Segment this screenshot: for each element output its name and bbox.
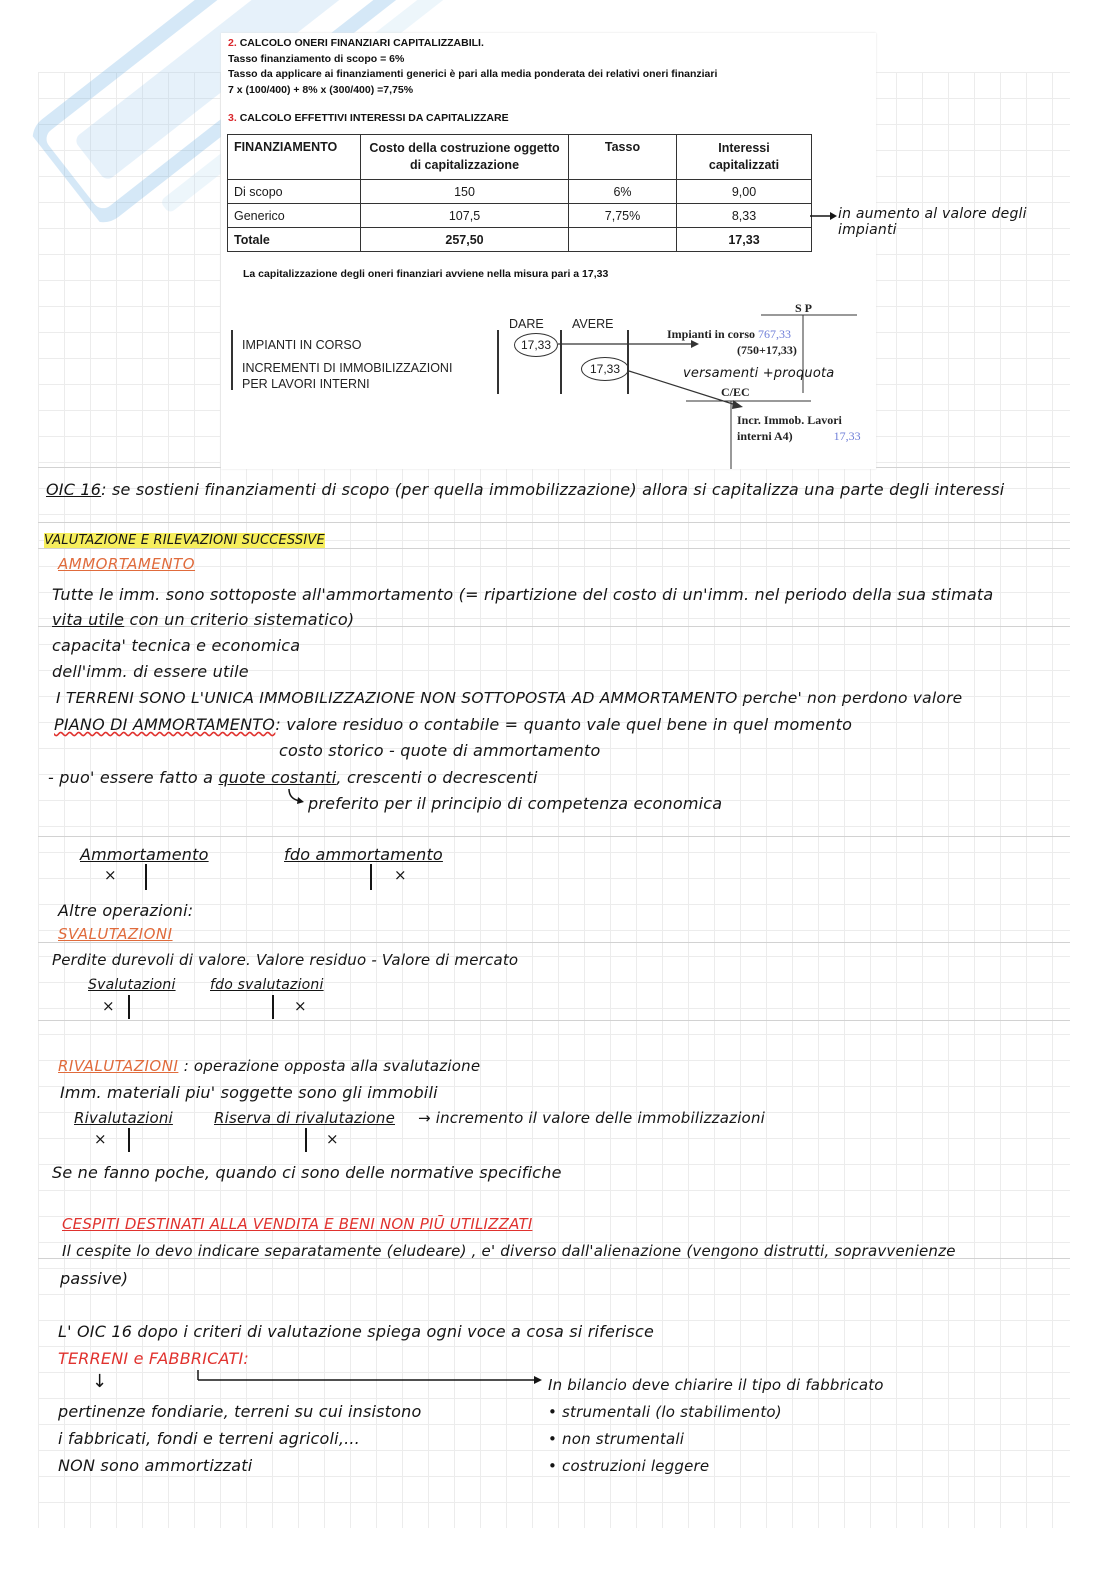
section-2-title: 2. CALCOLO ONERI FINANZIARI CAPITALIZZABILI.	[228, 37, 484, 49]
table-cell: 150	[361, 180, 569, 204]
t-account-svalutazioni: Svalutazioni	[88, 977, 176, 993]
t-account-divider	[272, 995, 274, 1019]
table-cell: Di scopo	[228, 180, 361, 204]
ammortamento-line-2: vita utile con un criterio sistematico)	[52, 610, 355, 629]
impianti-note-2: impianti	[838, 222, 897, 238]
account-incrementi-2: PER LAVORI INTERNI	[242, 377, 370, 391]
ammortamento-line-1: Tutte le imm. sono sottoposte all'ammortamento (= ripartizione del costo di un'imm. nel periodo della sua stimata	[52, 585, 994, 604]
table-cell: 107,5	[361, 204, 569, 228]
amount-avere: 17,33	[581, 357, 629, 381]
terreni-note: I TERRENI SONO L'UNICA IMMOBILIZZAZIONE NON SOTTOPOSTA AD AMMORTAMENTO perche' non perdono valore	[56, 689, 963, 707]
debit-mark: ×	[104, 866, 117, 884]
t-account-divider	[370, 864, 372, 890]
t-account-ammortamento: Ammortamento	[80, 845, 209, 864]
table-cell: 6%	[569, 180, 677, 204]
sp-calc: (750+17,33)	[737, 343, 797, 357]
dare-label: DARE	[509, 317, 544, 331]
terreni-left-3: NON sono ammortizzati	[58, 1456, 253, 1475]
svalutazioni-heading: SVALUTAZIONI	[58, 925, 173, 943]
section-3-title: 3. CALCOLO EFFETTIVI INTERESSI DA CAPITALIZZARE	[228, 112, 509, 124]
ammortamento-line-3: capacita' tecnica e economica	[52, 636, 301, 655]
table-cell: Totale	[228, 228, 361, 252]
t-account-divider	[305, 1128, 307, 1152]
quote-line: - puo' essere fatto a quote costanti, crescenti o decrescenti	[48, 768, 538, 787]
sp-item: Impianti in corso 767,33	[667, 327, 792, 341]
ruled-line	[38, 522, 1070, 523]
versamenti-note: versamenti +proquota	[683, 366, 835, 381]
piano-line: PIANO DI AMMORTAMENTO: valore residuo o contabile = quanto vale quel bene in quel momento	[54, 715, 853, 734]
t-account-fdo-svalutazioni: fdo svalutazioni	[210, 977, 324, 993]
cespiti-line-2: passive)	[60, 1269, 129, 1288]
account-impianti: IMPIANTI IN CORSO	[242, 338, 362, 352]
ammortamento-heading: AMMORTAMENTO	[58, 555, 196, 573]
incremento-note: → incremento il valore delle immobilizzazioni	[418, 1109, 766, 1127]
table-cell: 8,33	[677, 204, 812, 228]
debit-mark: ×	[94, 1130, 107, 1148]
cespiti-heading: CESPITI DESTINATI ALLA VENDITA E BENI NON PIŪ UTILIZZATI	[62, 1215, 533, 1233]
ammortamento-line-4: dell'imm. di essere utile	[52, 662, 249, 681]
t-account-rivalutazioni: Rivalutazioni	[74, 1109, 173, 1127]
fabbricati-right-2: • non strumentali	[548, 1430, 685, 1448]
ruled-line	[38, 1020, 1070, 1021]
conclusion-text: La capitalizzazione degli oneri finanziari avviene nella misura pari a 17,33	[243, 268, 609, 280]
rivalutazioni-line: RIVALUTAZIONI : operazione opposta alla svalutazione	[58, 1057, 481, 1075]
table-cell: Generico	[228, 204, 361, 228]
table-cell: 7,75%	[569, 204, 677, 228]
t-account-fdo-ammortamento: fdo ammortamento	[284, 845, 443, 864]
table-header: Costo della costruzione oggetto di capitalizzazione	[361, 135, 569, 180]
printed-exercise-sheet	[221, 33, 876, 469]
fabbricati-right-0: In bilancio deve chiarire il tipo di fabbricato	[548, 1376, 884, 1394]
debit-mark: ×	[102, 997, 115, 1015]
credit-mark: ×	[326, 1130, 339, 1148]
oic-16-note: OIC 16: se sostieni finanziamenti di scopo (per quella immobilizzazione) allora si capitalizza una parte degli interessi	[46, 480, 1005, 499]
entry-arrows	[221, 33, 876, 469]
ce-item: Incr. Immob. Lavori	[737, 413, 842, 427]
fabbricati-right-1: • strumentali (lo stabilimento)	[548, 1403, 782, 1421]
preferito-line: preferito per il principio di competenza economica	[308, 794, 723, 813]
t-account-riserva: Riserva di rivalutazione	[214, 1109, 395, 1127]
terreni-fabbricati-heading: TERRENI e FABBRICATI:	[58, 1349, 249, 1368]
curved-arrow-icon	[286, 787, 306, 807]
t-account-divider	[145, 864, 147, 890]
ce-label: C/EC	[721, 385, 750, 399]
arrow-right-icon	[808, 210, 838, 222]
imm-materiali-line: Imm. materiali piu' soggette sono gli immobili	[60, 1083, 438, 1102]
formula-line: 7 x (100/400) + 8% x (300/400) =7,75%	[228, 84, 414, 96]
generici-line: Tasso da applicare ai finanziamenti generici è pari alla media ponderata dei relativi oneri finanziari	[228, 68, 718, 80]
account-incrementi: INCREMENTI DI IMMOBILIZZAZIONI	[242, 361, 453, 375]
t-account-divider	[128, 1128, 130, 1152]
avere-label: AVERE	[572, 317, 614, 331]
table-header: Tasso	[569, 135, 677, 180]
table-cell: 9,00	[677, 180, 812, 204]
arrow-right-icon	[196, 1370, 546, 1386]
sp-label: S P	[795, 301, 813, 315]
table-header: Interessi capitalizzati	[677, 135, 812, 180]
credit-mark: ×	[394, 866, 407, 884]
arrow-down-icon: ↓	[92, 1371, 108, 1392]
terreni-left-1: pertinenze fondiarie, terreni su cui insistono	[58, 1402, 422, 1421]
perdite-line: Perdite durevoli di valore. Valore residuo - Valore di mercato	[52, 951, 519, 969]
credit-mark: ×	[294, 997, 307, 1015]
terreni-left-2: i fabbricati, fondi e terreni agricoli,...	[58, 1429, 360, 1448]
ruled-line	[38, 836, 1070, 837]
costo-storico-line: costo storico - quote di ammortamento	[279, 741, 601, 760]
oic-dopo-line: L' OIC 16 dopo i criteri di valutazione spiega ogni voce a cosa si riferisce	[58, 1322, 654, 1341]
valutazione-heading: VALUTAZIONE E RILEVAZIONI SUCCESSIVE	[44, 533, 325, 548]
table-cell: 257,50	[361, 228, 569, 252]
impianti-note-1: in aumento al valore degli	[838, 206, 1027, 222]
fabbricati-right-3: • costruzioni leggere	[548, 1457, 710, 1475]
table-cell: 17,33	[677, 228, 812, 252]
cespiti-line-1: Il cespite lo devo indicare separatamente (eludeare) , e' diverso dall'alienazione (vengono distrutti, sopravvenienze	[62, 1242, 956, 1260]
t-account-divider	[128, 995, 130, 1019]
tasso-line: Tasso finanziamento di scopo = 6%	[228, 53, 405, 65]
ruled-line	[38, 942, 1070, 943]
ce-item-2: interni A4) 17,33	[737, 429, 861, 443]
table-header: FINANZIAMENTO	[228, 135, 361, 180]
poche-line: Se ne fanno poche, quando ci sono delle normative specifiche	[52, 1163, 562, 1182]
ruled-line	[38, 548, 1070, 549]
altre-operazioni: Altre operazioni:	[58, 901, 194, 920]
amount-dare: 17,33	[514, 333, 558, 357]
